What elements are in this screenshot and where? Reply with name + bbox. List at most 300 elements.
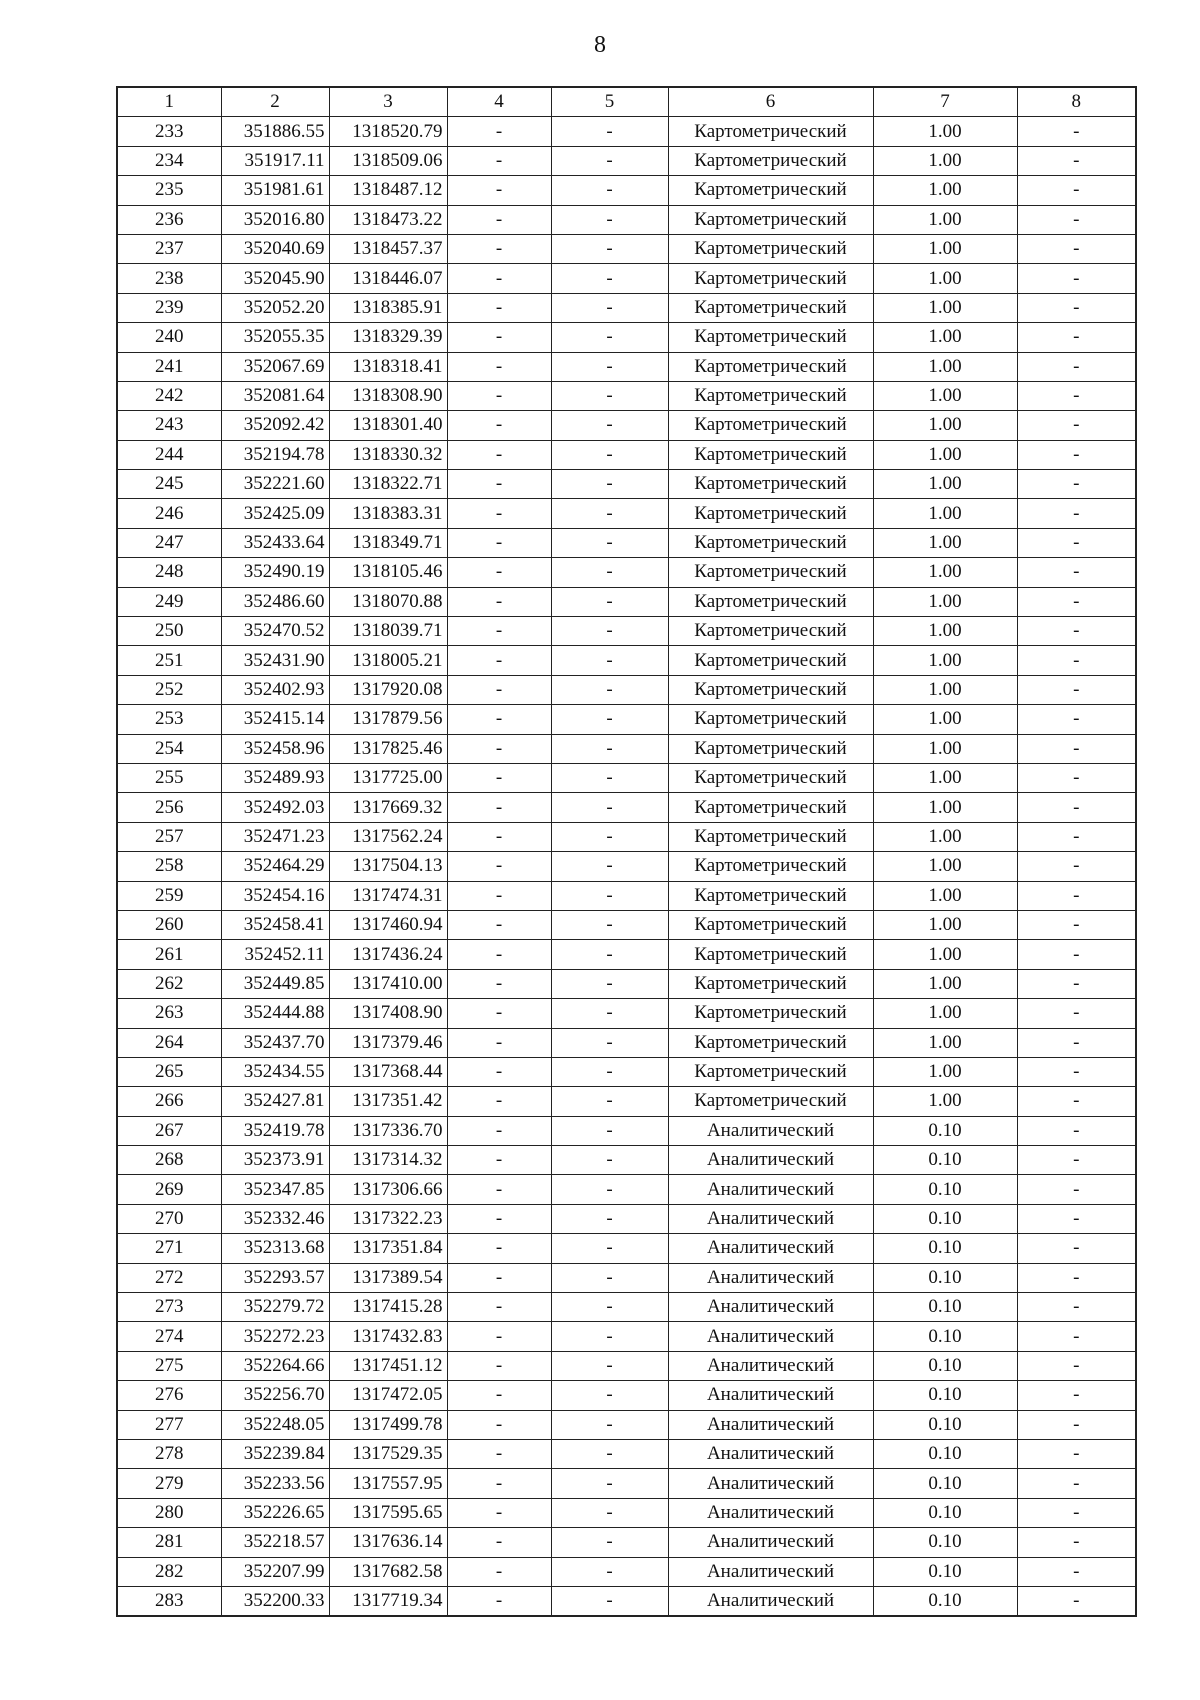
col-5-cell: -	[551, 1146, 668, 1175]
y-coordinate-cell: 1317719.34	[329, 1586, 447, 1616]
y-coordinate-cell: 1318383.31	[329, 499, 447, 528]
method-cell: Картометрический	[668, 675, 873, 704]
point-number-cell: 241	[117, 352, 221, 381]
x-coordinate-cell: 351917.11	[221, 146, 329, 175]
table-row	[117, 146, 1136, 175]
y-coordinate-cell: 1318005.21	[329, 646, 447, 675]
method-cell: Аналитический	[668, 1469, 873, 1498]
col-8-cell: -	[1017, 117, 1136, 146]
col-8-cell: -	[1017, 734, 1136, 763]
col-8-cell: -	[1017, 528, 1136, 557]
method-cell: Картометрический	[668, 587, 873, 616]
table-row	[117, 205, 1136, 234]
y-coordinate-cell: 1317379.46	[329, 1028, 447, 1057]
y-coordinate-cell: 1317415.28	[329, 1293, 447, 1322]
col-5-cell: -	[551, 176, 668, 205]
table-row	[117, 1322, 1136, 1351]
col-5-cell: -	[551, 234, 668, 263]
method-cell: Аналитический	[668, 1439, 873, 1468]
table-row	[117, 411, 1136, 440]
column-header-6: 6	[668, 87, 873, 117]
point-number-cell: 280	[117, 1498, 221, 1527]
col-8-cell: -	[1017, 1204, 1136, 1233]
x-coordinate-cell: 352486.60	[221, 587, 329, 616]
column-header-5: 5	[551, 87, 668, 117]
method-cell: Картометрический	[668, 264, 873, 293]
accuracy-cell: 1.00	[873, 528, 1017, 557]
col-5-cell: -	[551, 999, 668, 1028]
col-8-cell: -	[1017, 264, 1136, 293]
accuracy-cell: 0.10	[873, 1234, 1017, 1263]
col-8-cell: -	[1017, 234, 1136, 263]
table-row	[117, 1057, 1136, 1086]
col-5-cell: -	[551, 734, 668, 763]
accuracy-cell: 0.10	[873, 1586, 1017, 1616]
x-coordinate-cell: 352226.65	[221, 1498, 329, 1527]
method-cell: Картометрический	[668, 352, 873, 381]
y-coordinate-cell: 1318308.90	[329, 381, 447, 410]
method-cell: Аналитический	[668, 1351, 873, 1380]
point-number-cell: 244	[117, 440, 221, 469]
method-cell: Аналитический	[668, 1528, 873, 1557]
point-number-cell: 263	[117, 999, 221, 1028]
y-coordinate-cell: 1318473.22	[329, 205, 447, 234]
col-8-cell: -	[1017, 910, 1136, 939]
col-4-cell: -	[447, 999, 551, 1028]
col-8-cell: -	[1017, 352, 1136, 381]
col-4-cell: -	[447, 176, 551, 205]
x-coordinate-cell: 352248.05	[221, 1410, 329, 1439]
y-coordinate-cell: 1318330.32	[329, 440, 447, 469]
col-4-cell: -	[447, 1381, 551, 1410]
method-cell: Картометрический	[668, 411, 873, 440]
accuracy-cell: 0.10	[873, 1557, 1017, 1586]
col-4-cell: -	[447, 1028, 551, 1057]
col-4-cell: -	[447, 910, 551, 939]
accuracy-cell: 1.00	[873, 881, 1017, 910]
point-number-cell: 270	[117, 1204, 221, 1233]
col-5-cell: -	[551, 411, 668, 440]
table-row	[117, 1381, 1136, 1410]
method-cell: Картометрический	[668, 999, 873, 1028]
col-8-cell: -	[1017, 763, 1136, 792]
column-header-1: 1	[117, 87, 221, 117]
col-8-cell: -	[1017, 1469, 1136, 1498]
method-cell: Картометрический	[668, 617, 873, 646]
x-coordinate-cell: 352434.55	[221, 1057, 329, 1086]
table-row	[117, 264, 1136, 293]
point-number-cell: 253	[117, 705, 221, 734]
method-cell: Картометрический	[668, 323, 873, 352]
x-coordinate-cell: 352490.19	[221, 558, 329, 587]
method-cell: Аналитический	[668, 1498, 873, 1527]
col-5-cell: -	[551, 352, 668, 381]
col-4-cell: -	[447, 146, 551, 175]
x-coordinate-cell: 352332.46	[221, 1204, 329, 1233]
col-5-cell: -	[551, 470, 668, 499]
method-cell: Аналитический	[668, 1263, 873, 1292]
method-cell: Картометрический	[668, 205, 873, 234]
accuracy-cell: 0.10	[873, 1439, 1017, 1468]
accuracy-cell: 1.00	[873, 1057, 1017, 1086]
point-number-cell: 235	[117, 176, 221, 205]
x-coordinate-cell: 352081.64	[221, 381, 329, 410]
point-number-cell: 248	[117, 558, 221, 587]
col-4-cell: -	[447, 1410, 551, 1439]
accuracy-cell: 0.10	[873, 1528, 1017, 1557]
col-5-cell: -	[551, 528, 668, 557]
col-4-cell: -	[447, 205, 551, 234]
method-cell: Аналитический	[668, 1322, 873, 1351]
point-number-cell: 269	[117, 1175, 221, 1204]
point-number-cell: 281	[117, 1528, 221, 1557]
col-4-cell: -	[447, 528, 551, 557]
y-coordinate-cell: 1317451.12	[329, 1351, 447, 1380]
col-8-cell: -	[1017, 1175, 1136, 1204]
col-8-cell: -	[1017, 1498, 1136, 1527]
col-8-cell: -	[1017, 323, 1136, 352]
col-4-cell: -	[447, 705, 551, 734]
x-coordinate-cell: 352433.64	[221, 528, 329, 557]
table-row	[117, 1146, 1136, 1175]
col-4-cell: -	[447, 734, 551, 763]
col-5-cell: -	[551, 1557, 668, 1586]
method-cell: Картометрический	[668, 440, 873, 469]
method-cell: Картометрический	[668, 793, 873, 822]
method-cell: Картометрический	[668, 910, 873, 939]
x-coordinate-cell: 352437.70	[221, 1028, 329, 1057]
table-row	[117, 1175, 1136, 1204]
col-4-cell: -	[447, 587, 551, 616]
col-5-cell: -	[551, 1293, 668, 1322]
col-4-cell: -	[447, 1204, 551, 1233]
col-8-cell: -	[1017, 1557, 1136, 1586]
method-cell: Картометрический	[668, 940, 873, 969]
point-number-cell: 259	[117, 881, 221, 910]
point-number-cell: 272	[117, 1263, 221, 1292]
accuracy-cell: 1.00	[873, 293, 1017, 322]
col-5-cell: -	[551, 881, 668, 910]
y-coordinate-cell: 1317389.54	[329, 1263, 447, 1292]
table-row	[117, 734, 1136, 763]
point-number-cell: 243	[117, 411, 221, 440]
method-cell: Картометрический	[668, 646, 873, 675]
accuracy-cell: 1.00	[873, 117, 1017, 146]
col-8-cell: -	[1017, 1528, 1136, 1557]
x-coordinate-cell: 352471.23	[221, 822, 329, 851]
col-8-cell: -	[1017, 1263, 1136, 1292]
y-coordinate-cell: 1317529.35	[329, 1439, 447, 1468]
col-4-cell: -	[447, 1322, 551, 1351]
table-row	[117, 1204, 1136, 1233]
table-row	[117, 381, 1136, 410]
y-coordinate-cell: 1318446.07	[329, 264, 447, 293]
x-coordinate-cell: 352458.41	[221, 910, 329, 939]
table-row	[117, 999, 1136, 1028]
x-coordinate-cell: 352415.14	[221, 705, 329, 734]
col-8-cell: -	[1017, 969, 1136, 998]
col-5-cell: -	[551, 323, 668, 352]
y-coordinate-cell: 1318318.41	[329, 352, 447, 381]
point-number-cell: 283	[117, 1586, 221, 1616]
col-8-cell: -	[1017, 1410, 1136, 1439]
accuracy-cell: 1.00	[873, 587, 1017, 616]
col-8-cell: -	[1017, 617, 1136, 646]
x-coordinate-cell: 352239.84	[221, 1439, 329, 1468]
col-8-cell: -	[1017, 646, 1136, 675]
method-cell: Аналитический	[668, 1204, 873, 1233]
accuracy-cell: 1.00	[873, 646, 1017, 675]
accuracy-cell: 1.00	[873, 675, 1017, 704]
x-coordinate-cell: 352052.20	[221, 293, 329, 322]
point-number-cell: 247	[117, 528, 221, 557]
point-number-cell: 261	[117, 940, 221, 969]
x-coordinate-cell: 352489.93	[221, 763, 329, 792]
table-row	[117, 293, 1136, 322]
col-8-cell: -	[1017, 587, 1136, 616]
point-number-cell: 266	[117, 1087, 221, 1116]
y-coordinate-cell: 1317322.23	[329, 1204, 447, 1233]
col-4-cell: -	[447, 411, 551, 440]
col-5-cell: -	[551, 440, 668, 469]
table-row	[117, 528, 1136, 557]
col-5-cell: -	[551, 146, 668, 175]
y-coordinate-cell: 1318487.12	[329, 176, 447, 205]
col-5-cell: -	[551, 1204, 668, 1233]
col-5-cell: -	[551, 264, 668, 293]
y-coordinate-cell: 1318322.71	[329, 470, 447, 499]
method-cell: Картометрический	[668, 234, 873, 263]
y-coordinate-cell: 1317504.13	[329, 852, 447, 881]
col-5-cell: -	[551, 910, 668, 939]
y-coordinate-cell: 1317595.65	[329, 1498, 447, 1527]
point-number-cell: 276	[117, 1381, 221, 1410]
column-header-8: 8	[1017, 87, 1136, 117]
col-5-cell: -	[551, 1351, 668, 1380]
col-8-cell: -	[1017, 440, 1136, 469]
x-coordinate-cell: 352045.90	[221, 264, 329, 293]
table-row	[117, 1410, 1136, 1439]
accuracy-cell: 0.10	[873, 1381, 1017, 1410]
method-cell: Картометрический	[668, 734, 873, 763]
accuracy-cell: 1.00	[873, 1087, 1017, 1116]
table-row	[117, 822, 1136, 851]
accuracy-cell: 1.00	[873, 617, 1017, 646]
col-5-cell: -	[551, 1087, 668, 1116]
col-4-cell: -	[447, 1263, 551, 1292]
y-coordinate-cell: 1317562.24	[329, 822, 447, 851]
method-cell: Аналитический	[668, 1381, 873, 1410]
method-cell: Картометрический	[668, 528, 873, 557]
col-4-cell: -	[447, 1057, 551, 1086]
col-5-cell: -	[551, 587, 668, 616]
col-4-cell: -	[447, 558, 551, 587]
col-4-cell: -	[447, 117, 551, 146]
point-number-cell: 275	[117, 1351, 221, 1380]
x-coordinate-cell: 352233.56	[221, 1469, 329, 1498]
col-8-cell: -	[1017, 1586, 1136, 1616]
point-number-cell: 233	[117, 117, 221, 146]
method-cell: Картометрический	[668, 969, 873, 998]
point-number-cell: 234	[117, 146, 221, 175]
x-coordinate-cell: 352444.88	[221, 999, 329, 1028]
col-4-cell: -	[447, 852, 551, 881]
method-cell: Картометрический	[668, 176, 873, 205]
table-body	[117, 117, 1136, 1616]
col-5-cell: -	[551, 940, 668, 969]
point-number-cell: 249	[117, 587, 221, 616]
point-number-cell: 240	[117, 323, 221, 352]
y-coordinate-cell: 1317472.05	[329, 1381, 447, 1410]
table-row	[117, 1439, 1136, 1468]
table-row	[117, 1498, 1136, 1527]
col-5-cell: -	[551, 1439, 668, 1468]
table-row	[117, 881, 1136, 910]
col-5-cell: -	[551, 1381, 668, 1410]
method-cell: Аналитический	[668, 1410, 873, 1439]
col-8-cell: -	[1017, 793, 1136, 822]
point-number-cell: 279	[117, 1469, 221, 1498]
point-number-cell: 250	[117, 617, 221, 646]
point-number-cell: 277	[117, 1410, 221, 1439]
method-cell: Аналитический	[668, 1116, 873, 1145]
x-coordinate-cell: 352464.29	[221, 852, 329, 881]
table-row	[117, 1293, 1136, 1322]
x-coordinate-cell: 351981.61	[221, 176, 329, 205]
table-row	[117, 1087, 1136, 1116]
point-number-cell: 262	[117, 969, 221, 998]
point-number-cell: 252	[117, 675, 221, 704]
accuracy-cell: 1.00	[873, 411, 1017, 440]
col-4-cell: -	[447, 1234, 551, 1263]
accuracy-cell: 1.00	[873, 264, 1017, 293]
col-4-cell: -	[447, 646, 551, 675]
table-row	[117, 234, 1136, 263]
y-coordinate-cell: 1317499.78	[329, 1410, 447, 1439]
x-coordinate-cell: 352427.81	[221, 1087, 329, 1116]
y-coordinate-cell: 1317306.66	[329, 1175, 447, 1204]
point-number-cell: 254	[117, 734, 221, 763]
table-row	[117, 117, 1136, 146]
y-coordinate-cell: 1318385.91	[329, 293, 447, 322]
col-8-cell: -	[1017, 705, 1136, 734]
col-8-cell: -	[1017, 1234, 1136, 1263]
x-coordinate-cell: 352256.70	[221, 1381, 329, 1410]
x-coordinate-cell: 352272.23	[221, 1322, 329, 1351]
point-number-cell: 282	[117, 1557, 221, 1586]
y-coordinate-cell: 1318301.40	[329, 411, 447, 440]
method-cell: Картометрический	[668, 117, 873, 146]
table-row	[117, 499, 1136, 528]
accuracy-cell: 1.00	[873, 352, 1017, 381]
point-number-cell: 258	[117, 852, 221, 881]
table-row	[117, 969, 1136, 998]
x-coordinate-cell: 352373.91	[221, 1146, 329, 1175]
y-coordinate-cell: 1317351.42	[329, 1087, 447, 1116]
point-number-cell: 271	[117, 1234, 221, 1263]
col-5-cell: -	[551, 1322, 668, 1351]
col-8-cell: -	[1017, 1439, 1136, 1468]
coordinates-table	[116, 86, 1137, 1617]
x-coordinate-cell: 352313.68	[221, 1234, 329, 1263]
col-4-cell: -	[447, 1293, 551, 1322]
method-cell: Картометрический	[668, 1057, 873, 1086]
y-coordinate-cell: 1317825.46	[329, 734, 447, 763]
col-4-cell: -	[447, 1146, 551, 1175]
table-row	[117, 675, 1136, 704]
method-cell: Картометрический	[668, 558, 873, 587]
table-row	[117, 352, 1136, 381]
y-coordinate-cell: 1318039.71	[329, 617, 447, 646]
col-4-cell: -	[447, 1439, 551, 1468]
x-coordinate-cell: 351886.55	[221, 117, 329, 146]
x-coordinate-cell: 352425.09	[221, 499, 329, 528]
y-coordinate-cell: 1317410.00	[329, 969, 447, 998]
x-coordinate-cell: 352402.93	[221, 675, 329, 704]
col-4-cell: -	[447, 499, 551, 528]
col-5-cell: -	[551, 969, 668, 998]
x-coordinate-cell: 352218.57	[221, 1528, 329, 1557]
col-5-cell: -	[551, 1116, 668, 1145]
point-number-cell: 256	[117, 793, 221, 822]
accuracy-cell: 1.00	[873, 852, 1017, 881]
accuracy-cell: 0.10	[873, 1293, 1017, 1322]
x-coordinate-cell: 352293.57	[221, 1263, 329, 1292]
accuracy-cell: 0.10	[873, 1410, 1017, 1439]
accuracy-cell: 1.00	[873, 969, 1017, 998]
col-4-cell: -	[447, 1557, 551, 1586]
col-4-cell: -	[447, 470, 551, 499]
table-row	[117, 705, 1136, 734]
table-row	[117, 1116, 1136, 1145]
col-4-cell: -	[447, 1116, 551, 1145]
table-row	[117, 940, 1136, 969]
method-cell: Картометрический	[668, 1028, 873, 1057]
col-4-cell: -	[447, 675, 551, 704]
col-5-cell: -	[551, 499, 668, 528]
table-row	[117, 1234, 1136, 1263]
column-header-2: 2	[221, 87, 329, 117]
point-number-cell: 268	[117, 1146, 221, 1175]
col-8-cell: -	[1017, 881, 1136, 910]
x-coordinate-cell: 352194.78	[221, 440, 329, 469]
y-coordinate-cell: 1317636.14	[329, 1528, 447, 1557]
table-row	[117, 587, 1136, 616]
x-coordinate-cell: 352458.96	[221, 734, 329, 763]
col-8-cell: -	[1017, 940, 1136, 969]
point-number-cell: 274	[117, 1322, 221, 1351]
col-8-cell: -	[1017, 470, 1136, 499]
point-number-cell: 237	[117, 234, 221, 263]
point-number-cell: 278	[117, 1439, 221, 1468]
accuracy-cell: 0.10	[873, 1498, 1017, 1527]
x-coordinate-cell: 352221.60	[221, 470, 329, 499]
accuracy-cell: 1.00	[873, 910, 1017, 939]
col-8-cell: -	[1017, 381, 1136, 410]
table-row	[117, 793, 1136, 822]
col-4-cell: -	[447, 234, 551, 263]
col-8-cell: -	[1017, 1146, 1136, 1175]
col-4-cell: -	[447, 617, 551, 646]
method-cell: Аналитический	[668, 1557, 873, 1586]
table-row	[117, 910, 1136, 939]
x-coordinate-cell: 352092.42	[221, 411, 329, 440]
accuracy-cell: 1.00	[873, 705, 1017, 734]
accuracy-cell: 1.00	[873, 440, 1017, 469]
col-5-cell: -	[551, 293, 668, 322]
x-coordinate-cell: 352040.69	[221, 234, 329, 263]
col-5-cell: -	[551, 617, 668, 646]
